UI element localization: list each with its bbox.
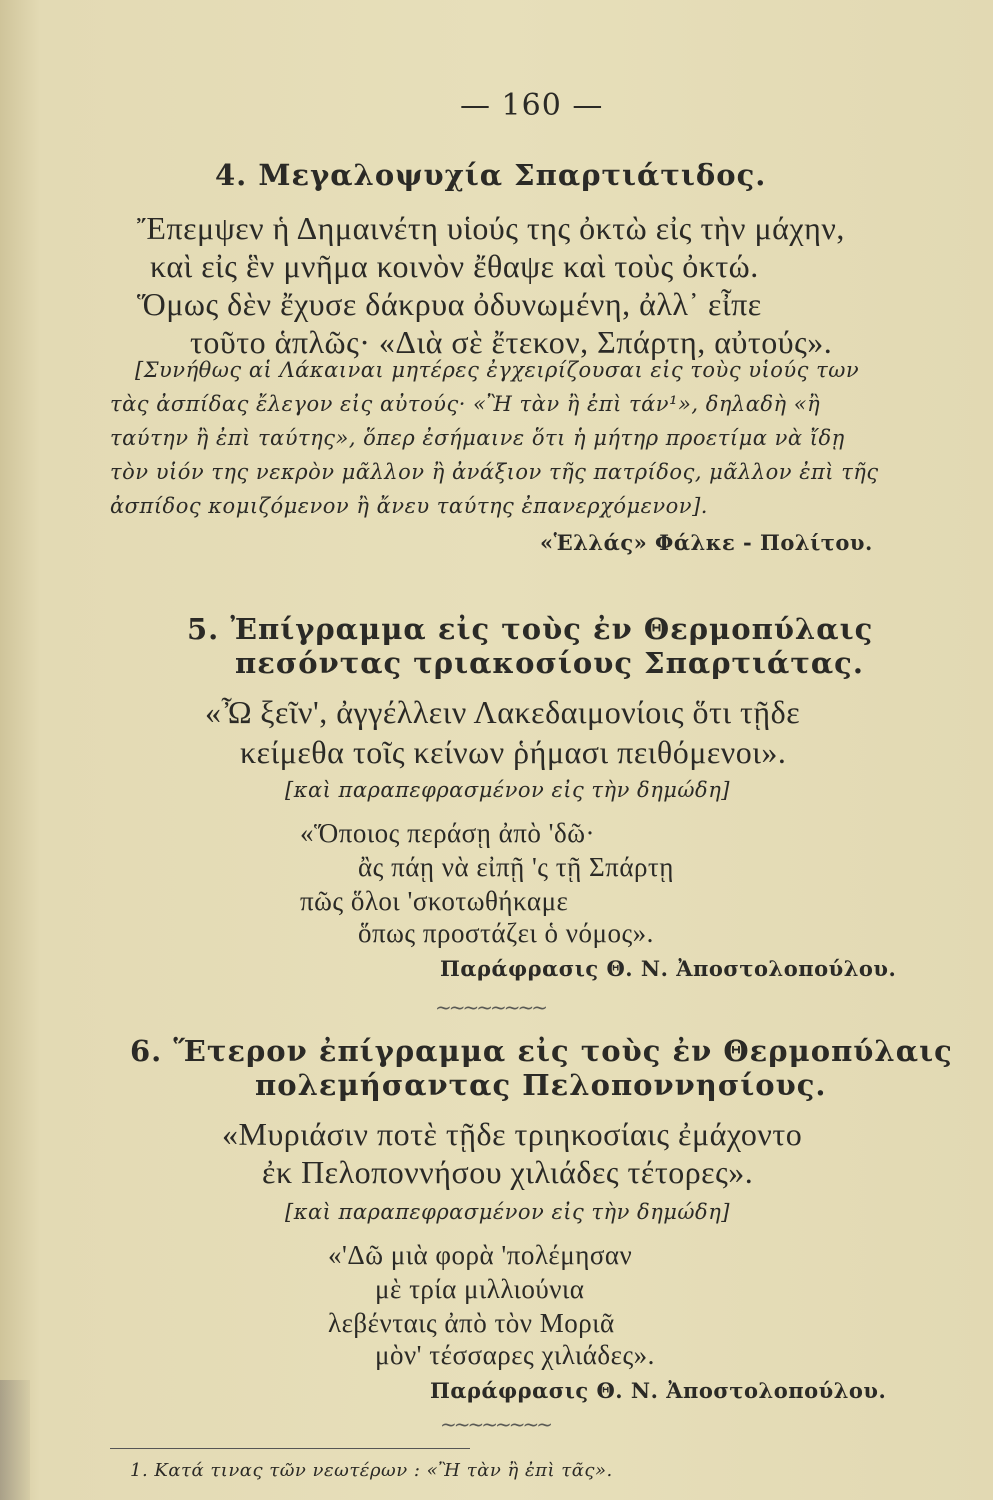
section-6-title: 6. Ἕτερον ἐπίγραμμα εἰς τοὺς ἐν Θερμοπύλαις <box>130 1034 953 1068</box>
attribution: Παράφρασις Θ. Ν. Ἀποστολοπούλου. <box>430 1378 887 1403</box>
paraphrase-line: μὲ τρία μιλλιούνια <box>375 1274 585 1304</box>
verse-line: Ἔπεμψεν ἡ Δημαινέτη υἱούς της ὀκτὼ εἰς τὴν μάχην, <box>137 210 845 246</box>
note-line: ἀσπίδος κομιζόμενον ἢ ἄνευ ταύτης ἐπανερχόμενον]. <box>110 494 708 518</box>
paraphrase-line: «Ὅποιος περάσῃ ἀπὸ 'δῶ· <box>300 818 595 848</box>
verse-line: κείμεθα τοῖς κείνων ῥήμασι πειθόμενοι». <box>240 734 787 770</box>
ornament-divider: ~~~~~~~~ <box>440 1412 551 1436</box>
verse-line: «Μυριάσιν ποτὲ τῇδε τριηκοσίαις ἐμάχοντο <box>222 1116 803 1152</box>
verse-line: «Ὦ ξεῖν', ἀγγέλλειν Λακεδαιμονίοις ὅτι τῇδε <box>205 694 801 730</box>
section-5-title-line-2: πεσόντας τριακοσίους Σπαρτιάτας. <box>235 646 864 680</box>
footnote: 1. Κατά τινας τῶν νεωτέρων : «Ἢ τὰν ἢ ἐπὶ τᾶς». <box>130 1460 613 1481</box>
paraphrase-line: μὸν' τέσσαρες χιλιάδες». <box>375 1340 655 1370</box>
paraphrase-line: ὅπως προστάζει ὁ νόμος». <box>358 918 654 948</box>
attribution: Παράφρασις Θ. Ν. Ἀποστολοπούλου. <box>440 956 897 981</box>
verse-line: ἐκ Πελοποννήσου χιλιάδες τέτορες». <box>262 1154 754 1190</box>
section-5-title: 5. Ἐπίγραμμα εἰς τοὺς ἐν Θερμοπύλαις <box>187 612 874 646</box>
page-number: — 160 — <box>460 88 604 123</box>
verse-line: τοῦτο ἁπλῶς· «Διὰ σὲ ἔτεκον, Σπάρτη, αὐτούς». <box>190 324 833 360</box>
paraphrase-line: ἂς πάῃ νὰ εἰπῇ 'ς τῇ Σπάρτῃ <box>358 852 674 882</box>
note-line: [καὶ παραπεφρασμένον εἰς τὴν δημώδη] <box>285 778 730 802</box>
paraphrase-line: λεβένταις ἀπὸ τὸν Μοριᾶ <box>328 1308 615 1338</box>
note-line: τὸν υἱόν της νεκρὸν μᾶλλον ἢ ἀνάξιον τῆς πατρίδος, μᾶλλον ἐπὶ τῆς <box>110 460 879 484</box>
ornament-divider: ~~~~~~~~ <box>435 995 546 1019</box>
section-6-title-line-2: πολεμήσαντας Πελοποννησίους. <box>255 1068 827 1102</box>
verse-line: Ὅμως δὲν ἔχυσε δάκρυα ὀδυνωμένη, ἀλλ᾽ εἶπε <box>137 286 762 322</box>
footnote-rule <box>110 1448 470 1449</box>
binding-edge <box>0 1380 30 1500</box>
paraphrase-line: πῶς ὅλοι 'σκοτωθήκαμε <box>300 886 569 916</box>
note-line: [καὶ παραπεφρασμένον εἰς τὴν δημώδη] <box>285 1200 730 1224</box>
verse-line: καὶ εἰς ἓν μνῆμα κοινὸν ἔθαψε καὶ τοὺς ὀκτώ. <box>150 248 759 284</box>
attribution: «Ἑλλάς» Φάλκε - Πολίτου. <box>540 530 873 555</box>
note-line: ταύτην ἢ ἐπὶ ταύτης», ὅπερ ἐσήμαινε ὅτι ἡ μήτηρ προετίμα νὰ ἴδῃ <box>110 426 845 450</box>
paraphrase-line: «'Δῶ μιὰ φορὰ 'πολέμησαν <box>328 1240 633 1270</box>
note-line: τὰς ἀσπίδας ἔλεγον εἰς αὐτούς· «Ἢ τὰν ἢ ἐπὶ τάν¹», δηλαδὴ «ἢ <box>110 392 821 416</box>
note-line: [Συνήθως αἱ Λάκαιναι μητέρες ἐγχειρίζουσαι εἰς τοὺς υἱούς των <box>135 358 860 382</box>
section-4-title: 4. Μεγαλοψυχία Σπαρτιάτιδος. <box>215 158 767 192</box>
